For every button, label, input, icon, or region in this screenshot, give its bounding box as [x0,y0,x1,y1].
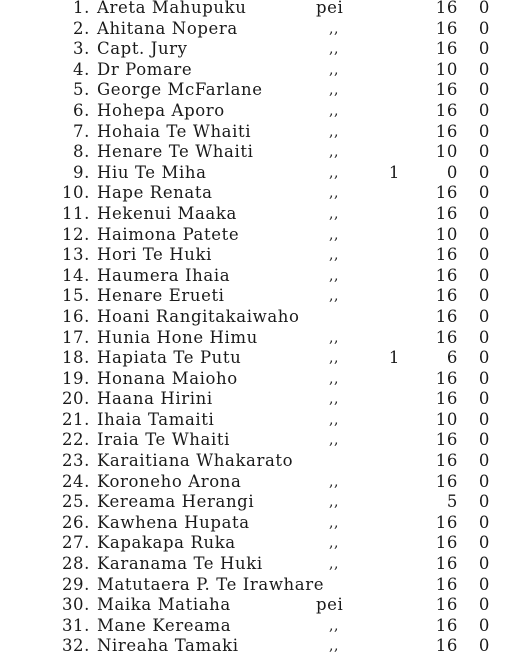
list-item [0,472,516,493]
ditto-mark: ,, [329,535,340,552]
ditto-mark: ,, [329,102,340,119]
subscriber-name: Kapakapa Ruka [97,533,236,553]
amount-shillings: 16 [435,451,458,471]
subscriber-name: Mane Kereama [97,615,232,635]
amount-pence: 0 [478,595,490,615]
list-item [0,410,516,431]
amount-pence: 0 [478,306,490,326]
amount-pence: 0 [478,39,490,59]
subscriber-name: Haimona Patete [97,224,240,244]
entry-number: 28. [61,554,90,574]
list-item [0,225,516,246]
list-item [0,636,516,657]
amount-pence: 0 [478,162,490,182]
amount-pence: 0 [478,80,490,100]
ditto-mark: ,, [329,329,340,346]
entry-number: 9. [73,162,90,182]
entry-number: 6. [73,100,90,120]
amount-pence: 0 [478,533,490,553]
entry-number: 32. [61,636,90,656]
ditto-mark: ,, [329,514,340,531]
amount-shillings: 16 [435,636,458,656]
list-item [0,328,516,349]
amount-pence: 0 [478,18,490,38]
list-item [0,19,516,40]
amount-pence: 0 [478,636,490,656]
amount-pence: 0 [478,451,490,471]
subscriber-name: Hapiata Te Putu [97,348,242,368]
subscriber-name: Hiu Te Miha [97,162,207,182]
subscriber-name: Karanama Te Huki [97,554,263,574]
entry-number: 29. [61,574,90,594]
amount-shillings: 16 [435,80,458,100]
list-item [0,533,516,554]
subscriber-name: Hori Te Huki [97,245,212,265]
ditto-mark: ,, [329,411,340,428]
entry-number: 17. [61,327,90,347]
amount-pence: 0 [478,100,490,120]
subscriber-name: Henare Erueti [97,286,225,306]
amount-pence: 0 [478,430,490,450]
subscriber-name: Nireaha Tamaki [97,636,239,656]
list-item [0,101,516,122]
ditto-mark: ,, [329,164,340,181]
amount-shillings: 16 [435,286,458,306]
amount-shillings: 10 [435,59,458,79]
ditto-mark: ,, [329,41,340,58]
subscriber-name: Matutaera P. Te Irawhare [97,574,325,594]
subscriber-name: Karaitiana Whakarato [97,451,294,471]
subscriber-name: Henare Te Whaiti [97,142,254,162]
list-item [0,60,516,81]
entry-number: 7. [73,121,90,141]
amount-pence: 0 [478,574,490,594]
entry-number: 23. [61,451,90,471]
entry-number: 21. [61,409,90,429]
list-item [0,595,516,616]
list-item [0,80,516,101]
list-item [0,307,516,328]
amount-pence: 0 [478,368,490,388]
amount-shillings: 16 [435,389,458,409]
list-item [0,122,516,143]
entry-number: 1. [73,0,90,17]
entry-number: 5. [73,80,90,100]
amount-shillings: 16 [435,595,458,615]
list-item [0,492,516,513]
amount-pence: 0 [478,554,490,574]
list-item [0,183,516,204]
entry-number: 13. [61,245,90,265]
entry-number: 30. [61,595,90,615]
amount-pence: 0 [478,224,490,244]
amount-pence: 0 [478,492,490,512]
amount-shillings: 16 [435,245,458,265]
entry-number: 24. [61,471,90,491]
amount-shillings: 6 [446,348,458,368]
list-item [0,0,516,19]
amount-shillings: 16 [435,18,458,38]
list-item [0,163,516,184]
amount-shillings: 16 [435,574,458,594]
ditto-mark: ,, [329,638,340,655]
amount-shillings: 16 [435,183,458,203]
subscriber-name: Hekenui Maaka [97,203,237,223]
list-item [0,245,516,266]
entry-number: 19. [61,368,90,388]
ditto-mark: ,, [329,350,340,367]
subscriber-name: Iraia Te Whaiti [97,430,230,450]
entry-number: 3. [73,39,90,59]
list-item [0,389,516,410]
amount-shillings: 16 [435,327,458,347]
amount-shillings: 10 [435,142,458,162]
amount-shillings: 0 [446,162,458,182]
list-item [0,286,516,307]
amount-shillings: 16 [435,368,458,388]
subscriber-name: Dr Pomare [97,59,193,79]
entry-number: 8. [73,142,90,162]
entry-number: 20. [61,389,90,409]
ditto-mark: ,, [329,556,340,573]
amount-shillings: 16 [435,39,458,59]
amount-shillings: 16 [435,265,458,285]
amount-shillings: 5 [446,492,458,512]
ditto-mark: ,, [329,123,340,140]
subscriber-name: George McFarlane [97,80,263,100]
amount-pence: 0 [478,0,490,17]
amount-shillings: 16 [435,430,458,450]
ditto-mark: ,, [329,473,340,490]
ditto-mark: ,, [329,82,340,99]
amount-pence: 0 [478,512,490,532]
entry-number: 22. [61,430,90,450]
amount-pounds: 1 [388,162,400,182]
amount-shillings: 16 [435,554,458,574]
subscriber-name: Hunia Hone Himu [97,327,258,347]
entry-number: 27. [61,533,90,553]
amount-pence: 0 [478,142,490,162]
amount-pounds: 1 [388,348,400,368]
ditto-mark: ,, [329,185,340,202]
amount-shillings: 16 [435,512,458,532]
list-item [0,451,516,472]
amount-shillings: 16 [435,121,458,141]
amount-pence: 0 [478,183,490,203]
amount-shillings: 16 [435,306,458,326]
amount-pence: 0 [478,245,490,265]
ditto-mark: ,, [329,247,340,264]
entry-number: 25. [61,492,90,512]
list-item [0,430,516,451]
subscriber-name: Maika Matiaha [97,595,231,615]
ditto-mark: ,, [329,391,340,408]
subscriber-name: Ahitana Nopera [97,18,238,38]
entry-number: 14. [61,265,90,285]
subscriber-name: Koroneho Arona [97,471,242,491]
amount-shillings: 16 [435,533,458,553]
list-item [0,39,516,60]
subscriber-name: Hohaia Te Whaiti [97,121,252,141]
amount-pence: 0 [478,389,490,409]
subscriber-name: Kereama Herangi [97,492,255,512]
entry-number: 10. [61,183,90,203]
amount-pence: 0 [478,471,490,491]
amount-pence: 0 [478,265,490,285]
entry-number: 31. [61,615,90,635]
amount-pence: 0 [478,348,490,368]
amount-pence: 0 [478,286,490,306]
amount-shillings: 10 [435,409,458,429]
entry-number: 26. [61,512,90,532]
subscriber-name: Ihaia Tamaiti [97,409,215,429]
entry-number: 16. [61,306,90,326]
subscriber-name: Hoani Rangitakaiwaho [97,306,300,326]
ditto-mark: ,, [329,144,340,161]
amount-shillings: 10 [435,224,458,244]
subscriber-name: Areta Mahupuku [97,0,247,17]
amount-shillings: 16 [435,0,458,17]
ditto-mark: ,, [329,205,340,222]
ditto-mark: ,, [329,61,340,78]
subscriber-name: Hohepa Aporo [97,100,225,120]
list-item [0,554,516,575]
amount-pence: 0 [478,409,490,429]
ditto-mark: ,, [329,267,340,284]
ditto-mark: ,, [329,432,340,449]
amount-pence: 0 [478,203,490,223]
amount-pence: 0 [478,327,490,347]
ditto-mark: ,, [329,370,340,387]
list-item [0,575,516,596]
ditto-mark: pei [316,595,344,615]
entry-number: 12. [61,224,90,244]
ditto-mark: ,, [329,20,340,37]
list-item [0,348,516,369]
ditto-mark: ,, [329,226,340,243]
entry-number: 15. [61,286,90,306]
list-item [0,513,516,534]
list-item [0,369,516,390]
subscriber-name: Hape Renata [97,183,213,203]
entry-number: 18. [61,348,90,368]
amount-pence: 0 [478,59,490,79]
subscriber-name: Honana Maioho [97,368,238,388]
amount-shillings: 16 [435,203,458,223]
list-item [0,204,516,225]
ditto-mark: ,, [329,288,340,305]
amount-pence: 0 [478,121,490,141]
amount-shillings: 16 [435,471,458,491]
list-item [0,616,516,637]
ditto-mark: pei [316,0,344,17]
ditto-mark: ,, [329,617,340,634]
entry-number: 11. [61,203,90,223]
list-item [0,142,516,163]
subscriber-name: Haana Hirini [97,389,213,409]
subscriber-name: Capt. Jury [97,39,188,59]
ditto-mark: ,, [329,494,340,511]
list-item [0,266,516,287]
subscriber-name: Kawhena Hupata [97,512,250,532]
amount-pence: 0 [478,615,490,635]
amount-shillings: 16 [435,100,458,120]
subscriber-name: Haumera Ihaia [97,265,231,285]
amount-shillings: 16 [435,615,458,635]
entry-number: 4. [73,59,90,79]
entry-number: 2. [73,18,90,38]
